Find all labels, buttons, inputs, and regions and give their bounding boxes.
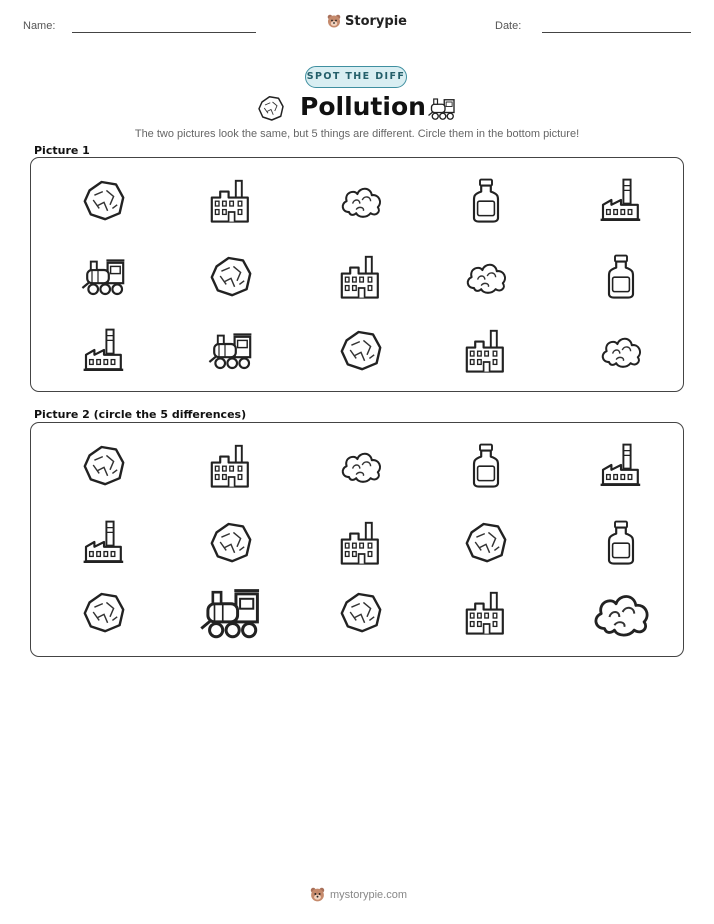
bear-icon [326, 13, 342, 29]
rock-icon[interactable] [462, 518, 510, 566]
cloud-icon[interactable] [337, 441, 385, 489]
name-label: Name: [23, 20, 56, 32]
small-factory-icon [80, 326, 128, 374]
brand-name: Storypie [345, 13, 407, 29]
cloud-icon [337, 176, 385, 224]
cloud-icon [462, 252, 510, 300]
cloud-icon [597, 326, 645, 374]
train-icon[interactable] [198, 579, 264, 645]
small-factory-icon[interactable] [80, 518, 128, 566]
factory-icon [337, 252, 385, 300]
rock-icon[interactable] [207, 518, 255, 566]
instructions: The two pictures look the same, but 5 things are different. Circle them in the bottom picture! [134, 128, 580, 140]
rock-icon [207, 252, 255, 300]
train-icon [80, 252, 128, 300]
bottle-icon [597, 252, 645, 300]
cloud-icon[interactable] [588, 579, 654, 645]
bottle-icon [462, 176, 510, 224]
rock-icon[interactable] [337, 588, 385, 636]
factory-icon[interactable] [337, 518, 385, 566]
train-icon [207, 326, 255, 374]
footer-url: mystorypie.com [330, 888, 408, 901]
rock-icon [80, 176, 128, 224]
picture-1-label: Picture 1 [34, 144, 90, 157]
name-line[interactable] [72, 32, 256, 33]
rock-icon[interactable] [80, 588, 128, 636]
small-factory-icon [597, 176, 645, 224]
rock-icon[interactable] [80, 441, 128, 489]
spot-the-diff-badge: SPOT THE DIFF [305, 66, 407, 88]
rock-icon [337, 326, 385, 374]
train-icon [427, 93, 457, 123]
bear-icon [309, 886, 326, 903]
factory-icon [462, 326, 510, 374]
storypie-logo [326, 13, 407, 29]
small-factory-icon[interactable] [597, 441, 645, 489]
date-label: Date: [495, 20, 522, 32]
picture-2-label: Picture 2 (circle the 5 differences) [34, 408, 247, 421]
rock-icon [256, 93, 286, 123]
footer [309, 886, 407, 903]
factory-icon [207, 176, 255, 224]
factory-icon[interactable] [207, 441, 255, 489]
factory-icon[interactable] [462, 588, 510, 636]
date-line[interactable] [542, 32, 691, 33]
page-title: Pollution [300, 92, 426, 121]
bottle-icon[interactable] [597, 518, 645, 566]
bottle-icon[interactable] [462, 441, 510, 489]
